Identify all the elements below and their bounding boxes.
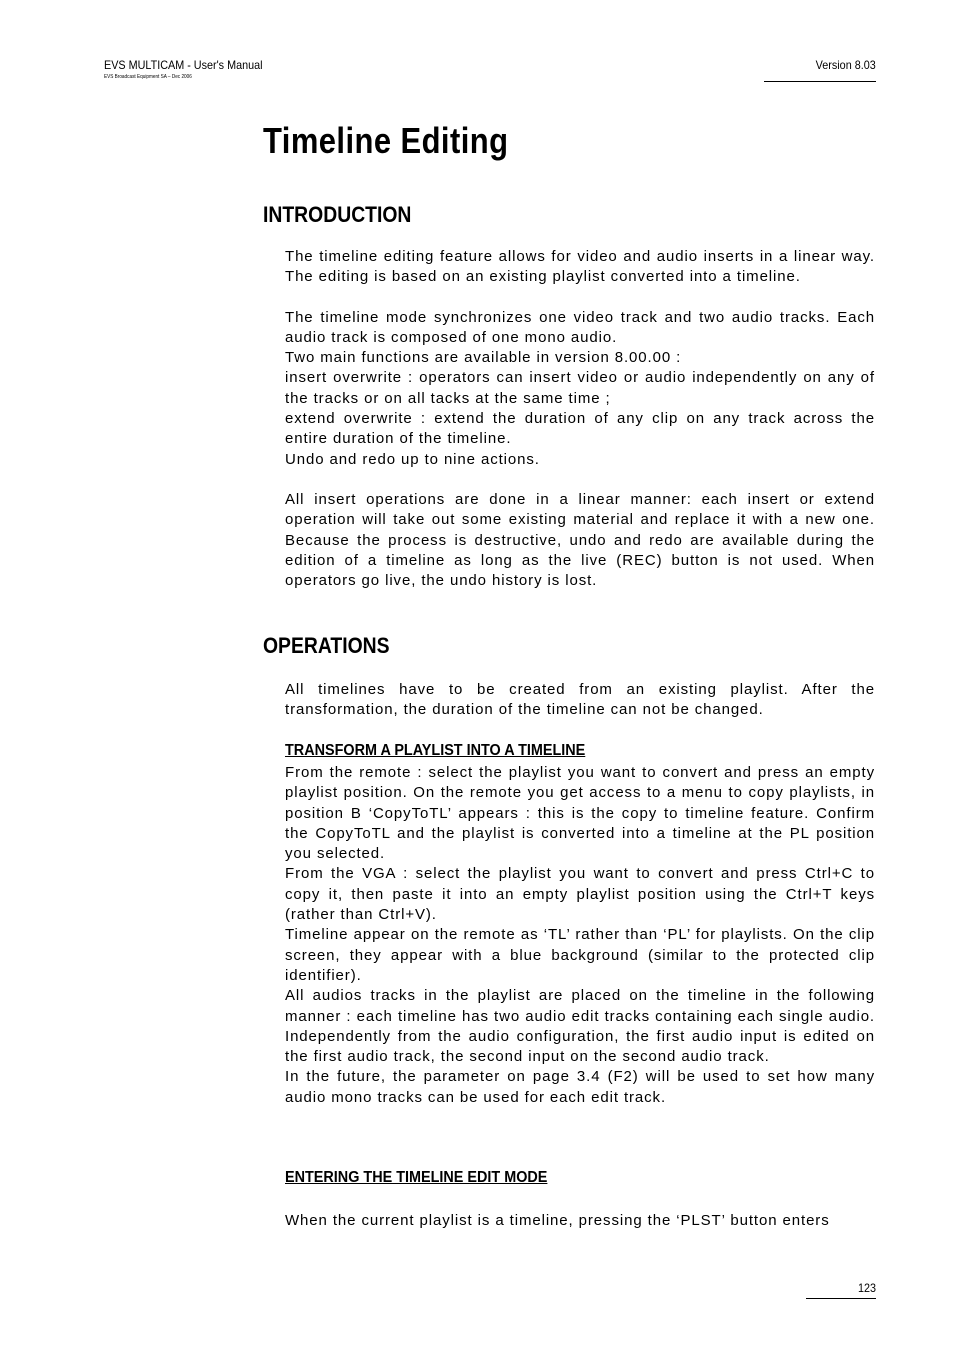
paragraph: When the current playlist is a timeline, pressing the ‘PLST’ button enters	[285, 1212, 830, 1229]
page-number	[806, 1281, 876, 1299]
entering-body	[285, 1211, 875, 1231]
paragraph: All timelines have to be created from an existing playlist. After the transformation, the duration of the timeline can not be changed.	[285, 681, 875, 719]
operations-body	[285, 680, 875, 721]
running-header	[104, 58, 280, 80]
paragraph: The timeline mode synchronizes one video track and two audio tracks. Each audio track is composed of one mono audio.	[285, 308, 875, 346]
paragraph: The timeline editing feature allows for video and audio inserts in a linear way. The editing is based on an existing playlist converted into a timeline.	[285, 248, 875, 286]
transform-heading: TRANSFORM A PLAYLIST INTO A TIMELINE	[285, 742, 586, 759]
paragraph: insert overwrite : operators can insert video or audio independently on any of the tracks or on all tacks at the same time ;	[285, 369, 875, 407]
version-label	[764, 58, 876, 82]
paragraph: extend overwrite : extend the duration of any clip on any track across the entire duration of the timeline.	[285, 410, 875, 448]
page-title: Timeline Editing	[263, 120, 509, 161]
version-text: Version 8.03	[815, 58, 876, 72]
entering-heading: ENTERING THE TIMELINE EDIT MODE	[285, 1169, 548, 1186]
manual-title: EVS MULTICAM - User's Manual	[104, 58, 263, 72]
page-number-text: 123	[857, 1281, 876, 1295]
paragraph: All audios tracks in the playlist are placed on the timeline in the following manner : each timeline has two audio edit tracks containing each single audio. Independently from the audio configuration, the first audio input is edited on the first audio track, the second input on the second audio track.	[285, 987, 875, 1066]
paragraph: In the future, the parameter on page 3.4 (F2) will be used to set how many audio mono tracks can be used for each edit track.	[285, 1068, 875, 1106]
paragraph: Undo and redo up to nine actions.	[285, 450, 540, 468]
transform-body	[285, 763, 875, 1108]
paragraph: Timeline appear on the remote as ‘TL’ rather than ‘PL’ for playlists. On the clip screen, they appear with a blue background (similar to the protected clip identifier).	[285, 926, 875, 984]
paragraph: All insert operations are done in a linear manner: each insert or extend operation will take out some existing material and replace it with a new one. Because the process is destructive, undo and redo are available during the edition of a timeline as long as the live (REC) button is not used. When operators go live, the undo history is lost.	[285, 490, 875, 590]
paragraph: From the remote : select the playlist you want to convert and press an empty playlist position. On the remote you get access to a menu to copy playlists, in position B ‘CopyToTL’ appears : this is the copy to timeline feature. Confirm the CopyToTL and the playlist is converted into a timeline at the PL position you selected.	[285, 764, 875, 863]
introduction-body	[285, 247, 875, 591]
company-line: EVS Broadcast Equipment SA – Dec 2006	[104, 74, 192, 80]
paragraph: Two main functions are available in version 8.00.00 :	[285, 349, 682, 367]
paragraph: From the VGA : select the playlist you want to convert and press Ctrl+C to copy it, then paste it into an empty playlist position using the Ctrl+T keys (rather than Ctrl+V).	[285, 865, 875, 924]
introduction-heading: INTRODUCTION	[263, 202, 412, 227]
operations-heading: OPERATIONS	[263, 633, 390, 658]
